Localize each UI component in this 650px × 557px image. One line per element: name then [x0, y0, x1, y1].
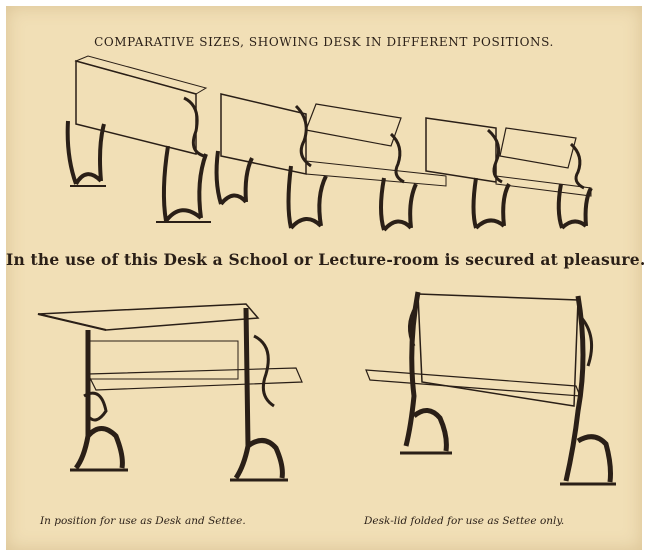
desk-upright	[68, 56, 211, 222]
headline: In the use of this Desk a School or Lecture-room is secured at pleasure.	[6, 250, 646, 269]
page-title: COMPARATIVE SIZES, SHOWING DESK IN DIFFERENT POSITIONS.	[94, 35, 554, 49]
settee-only-illustration	[356, 286, 616, 506]
engraving-page	[6, 6, 646, 550]
caption-desk-and-settee: In position for use as Desk and Settee.	[40, 515, 246, 527]
caption-settee-only: Desk-lid folded for use as Settee only.	[364, 515, 565, 527]
desk-center	[217, 94, 446, 230]
desk-and-settee-illustration	[26, 286, 326, 506]
desk-row-illustration	[6, 6, 642, 226]
desk-right	[426, 118, 591, 228]
